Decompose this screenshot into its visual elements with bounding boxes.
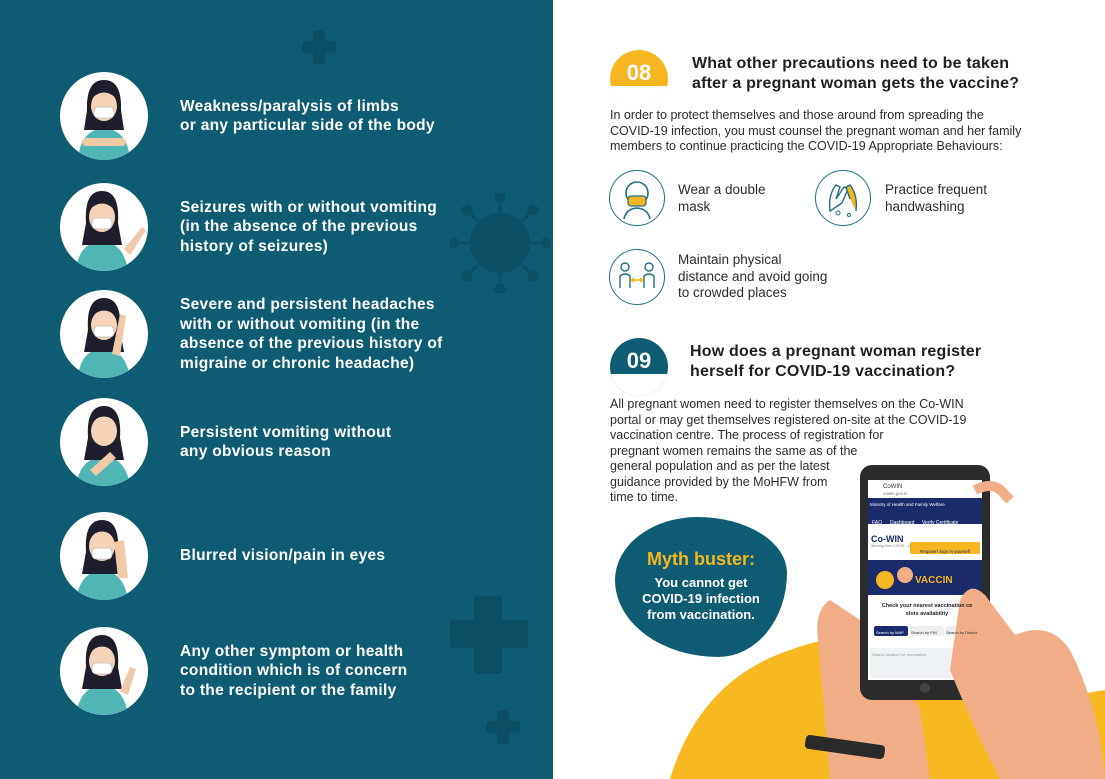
phone-tagline: Winning Over COVID - 19 [871, 544, 912, 548]
tip-text: Maintain physical distance and avoid going to crowded places [678, 252, 828, 300]
woman-pointing-icon [60, 627, 148, 715]
hands-holding-phone-illustration [800, 460, 1105, 779]
woman-hand-raised-icon [60, 183, 148, 271]
symptom-item [60, 183, 540, 273]
phone-tab-map[interactable]: Search by MAP [876, 630, 904, 635]
question-number-badge [610, 338, 668, 396]
symptom-item [60, 72, 540, 162]
symptom-text: Blurred vision/pain in eyes [180, 547, 386, 565]
woman-arms-crossed-icon [60, 72, 148, 160]
phone-nav-faq[interactable]: FAQ [872, 520, 883, 526]
phone-ministry: Ministry of Health and Family Welfare [870, 502, 945, 507]
question-title: What other precautions need to be taken after a pregnant woman gets the vaccine? [692, 55, 1020, 92]
question-number: 08 [626, 60, 652, 85]
double-mask-icon [609, 170, 665, 226]
symptom-text: Weakness/paralysis of limbs or any particular side of the body [180, 97, 435, 134]
phone-nav-dashboard[interactable]: Dashboard [890, 520, 915, 526]
woman-headache-icon [60, 290, 148, 378]
myth-title: Myth buster: [647, 549, 755, 569]
phone-register-button[interactable]: Register/ Sign in yourself [919, 549, 971, 554]
tip-text: Practice frequent handwashing [885, 182, 988, 214]
question-body: All pregnant women need to register themselves on the Co-WIN portal or may get themselves registered on-site at the COVID-19 vaccination centre. The process of registration for pregnant women remains the same as of the general population and as per the latest guidance provided by the MoHFW from time to time. [610, 397, 967, 504]
plus-decoration-icon [302, 30, 336, 64]
phone-banner-text: VACCIN [915, 575, 953, 586]
question-number: 09 [626, 348, 652, 373]
symptom-text: Severe and persistent headaches with or without vomiting (in the absence of the previous history of migraine or chronic headache) [180, 296, 443, 372]
question-intro: In order to protect themselves and those around from spreading the COVID-19 infection, you must counsel the pregnant woman and her family members to continue practicing the COVID-19 Appropriate Behaviours: [610, 108, 1022, 153]
phone-search-input[interactable]: Search location for vaccination [872, 652, 927, 657]
phone-url: cowin.gov.in [883, 491, 908, 496]
phone-tab-district[interactable]: Search by District [946, 630, 978, 635]
question-title: How does a pregnant woman register herself for COVID-19 vaccination? [690, 343, 982, 380]
symptom-text: Persistent vomiting without any obvious reason [180, 423, 392, 460]
question-number-badge [610, 50, 668, 108]
symptom-text: Seizures with or without vomiting (in the absence of the previous history of seizures) [180, 198, 438, 255]
symptom-text: Any other symptom or health condition which is of concern to the recipient or the family [180, 642, 408, 699]
woman-nausea-icon [60, 398, 148, 486]
woman-eye-pain-icon [60, 512, 148, 600]
physical-distance-icon [609, 249, 665, 305]
phone-tab-pin[interactable]: Search by PIN [911, 630, 937, 635]
phone-nav-verify[interactable]: Verify Certificate [922, 520, 959, 526]
myth-body: You cannot get COVID-19 infection from vaccination. [642, 575, 760, 622]
symptom-item [60, 627, 540, 717]
handwashing-icon [815, 170, 871, 226]
tip-text: Wear a double mask [678, 182, 766, 214]
phone-site-name: CoWIN [883, 484, 903, 490]
symptom-item [60, 398, 540, 488]
symptom-item [60, 512, 540, 602]
phone-heading: Check your nearest vaccination ce slots availability [881, 603, 973, 617]
symptom-item [60, 290, 540, 380]
phone-logo: Co-WIN [871, 534, 904, 544]
